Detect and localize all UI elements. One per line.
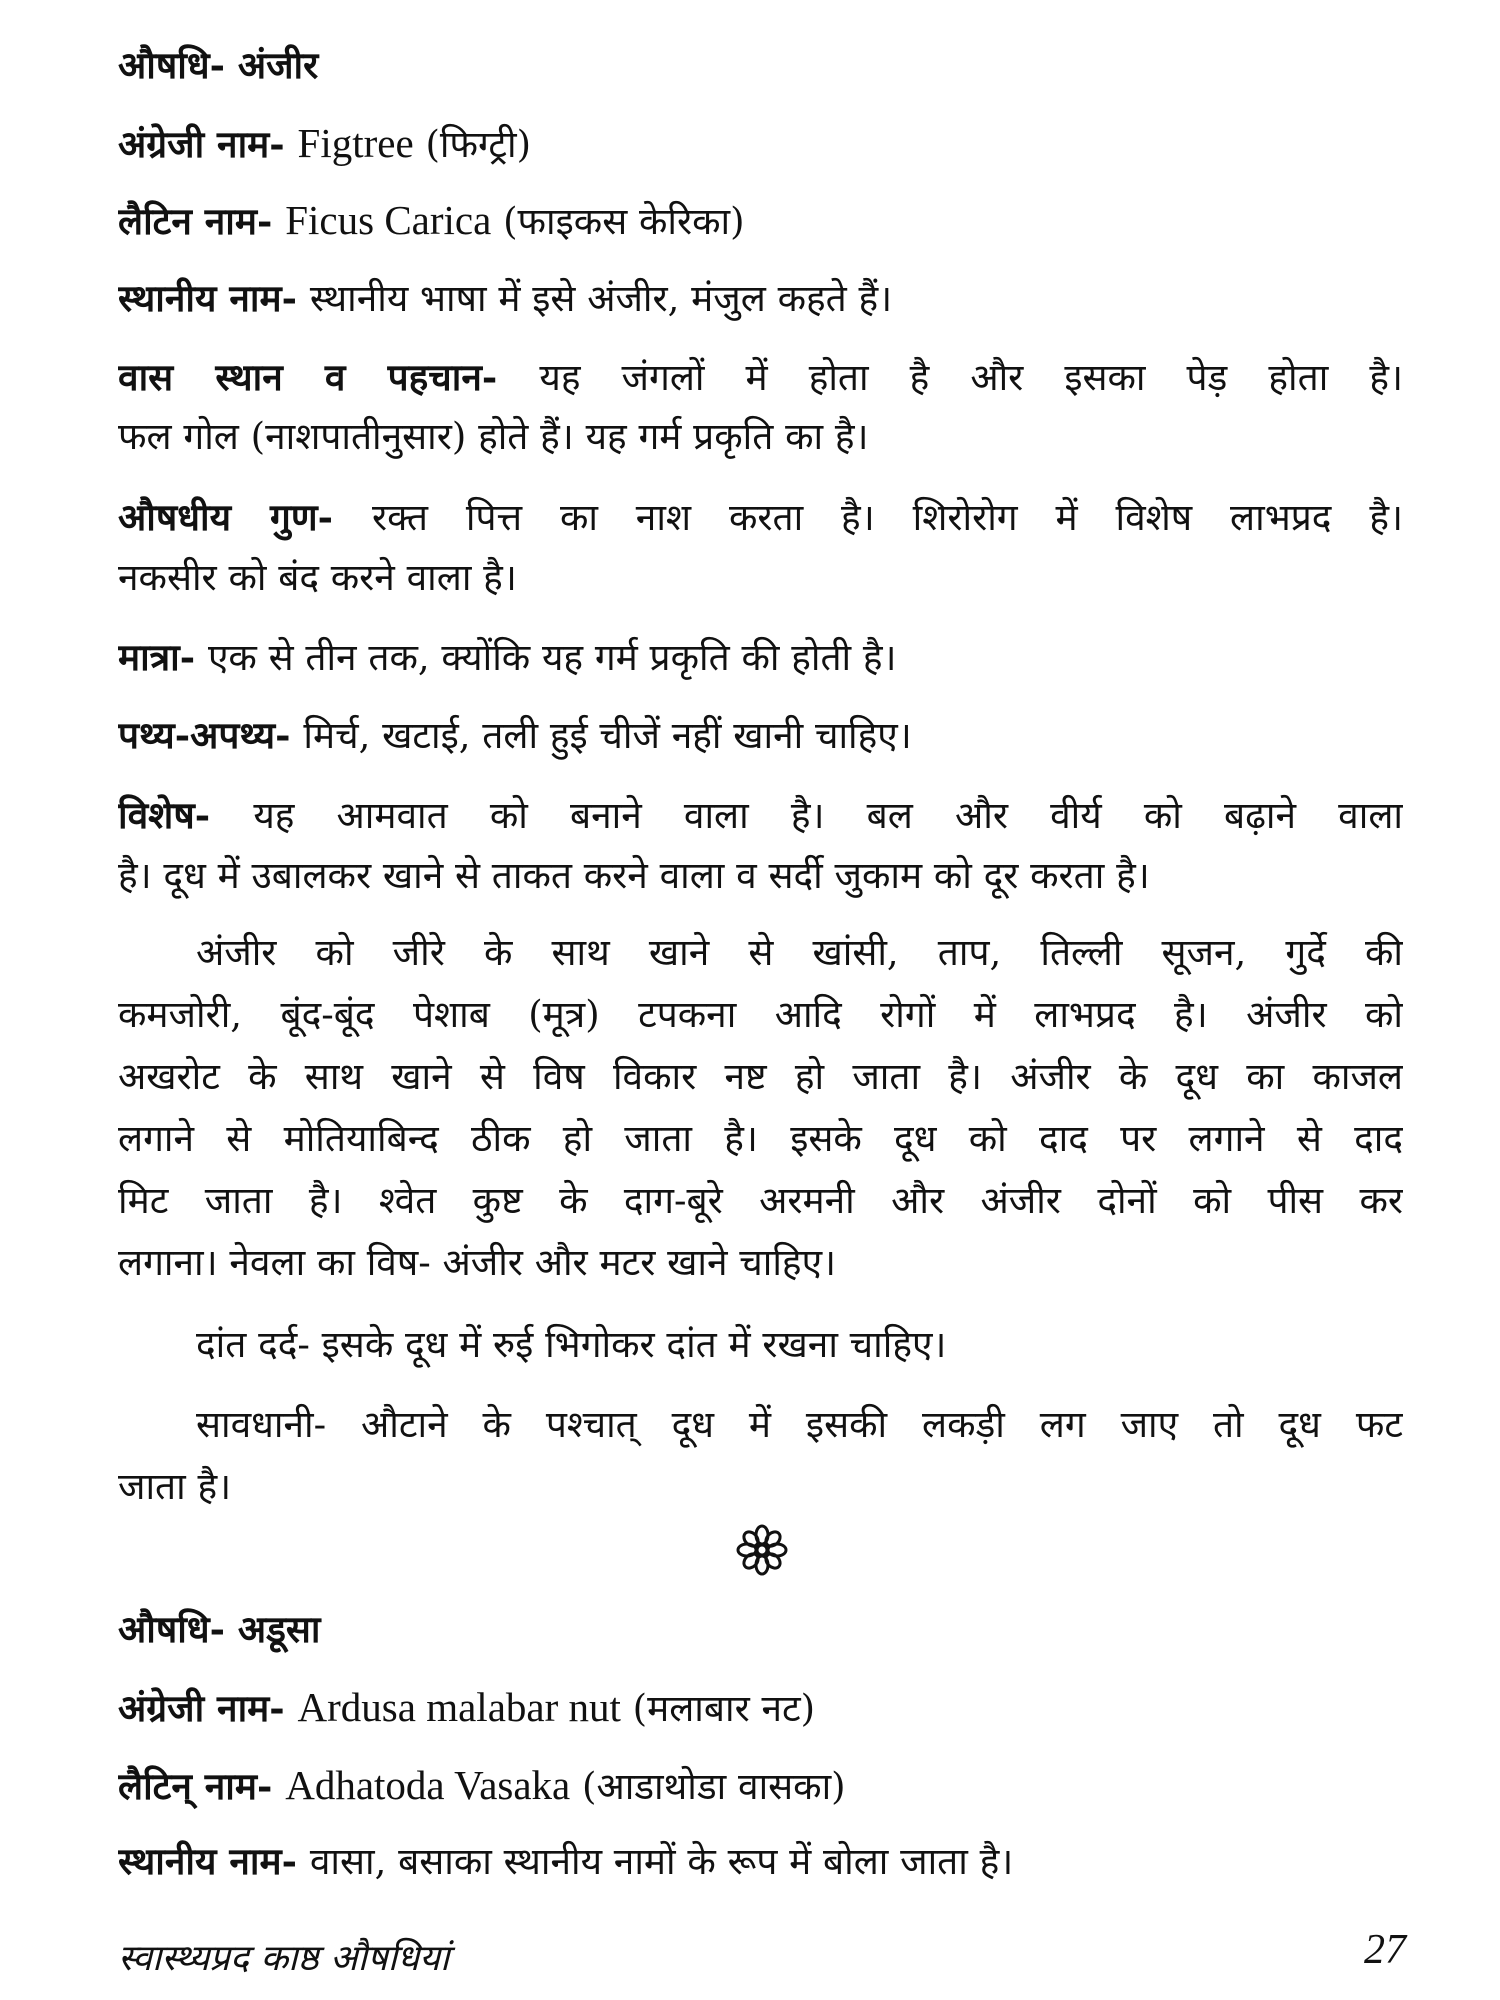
s1-habitat-line1 [118, 352, 1403, 403]
s2-local-text: वासा, बसाका स्थानीय नामों के रूप में बोला जाता है। [309, 1840, 1014, 1883]
s1-special-line1 [118, 790, 1403, 841]
s2-english-latin: Ardusa malabar nut [297, 1684, 621, 1730]
s1-dose [118, 632, 1403, 683]
s1-caution-line1: सावधानी- औटाने के पश्चात् दूध में इसकी लकड़ी लग जाए तो दूध फट [196, 1403, 1403, 1446]
s1-dose-text: एक से तीन तक, क्योंकि यह गर्म प्रकृति की होती है। [207, 636, 897, 679]
s1-heading-label: औषधि- [118, 43, 238, 87]
flower-ornament-icon [734, 1522, 790, 1578]
s1-diet-label: पथ्य-अपथ्य- [118, 713, 304, 757]
s1-para-line: मिट जाता है। श्वेत कुष्ट के दाग-बूरे अरमनी और अंजीर दोनों को पीस कर [118, 1179, 1403, 1222]
s1-habitat-line2: फल गोल (नाशपातीनुसार) होते हैं। यह गर्म प्रकृति का है। [118, 415, 869, 458]
s1-caution-line2: जाता है। [118, 1465, 232, 1508]
s1-english-name [118, 118, 1403, 170]
s1-special-line2: है। दूध में उबालकर खाने से ताकत करने वाला व सर्दी जुकाम को दूर करता है। [118, 854, 1150, 897]
s1-special-text1: यह आमवात को बनाने वाला है। बल और वीर्य को बढ़ाने वाला [253, 794, 1403, 837]
s2-english-name [118, 1682, 1403, 1734]
s1-para-line: लगाने से मोतियाबिन्द ठीक हो जाता है। इसके दूध को दाद पर लगाने से दाद [118, 1117, 1403, 1160]
s2-english-devanagari: (मलाबार नट) [620, 1687, 816, 1730]
s2-latin-label: लैटिन् नाम- [118, 1764, 286, 1808]
s1-properties-label: औषधीय गुण- [118, 495, 372, 539]
s2-heading-label: औषधि- [118, 1607, 238, 1651]
s2-english-label: अंग्रेजी नाम- [118, 1686, 298, 1730]
s1-properties-line1 [118, 492, 1403, 543]
s1-properties-text1: रक्त पित्त का नाश करता है। शिरोरोग में विशेष लाभप्रद है। [371, 496, 1403, 539]
s1-diet [118, 710, 1403, 761]
footer-page-number: 27 [1364, 1927, 1406, 1973]
s2-latin-name [118, 1760, 1403, 1812]
s1-english-latin: Figtree [297, 120, 414, 166]
s2-local-label: स्थानीय नाम- [118, 1839, 310, 1883]
s1-diet-text: मिर्च, खटाई, तली हुई चीजें नहीं खानी चाहिए। [303, 714, 912, 757]
s1-local-label: स्थानीय नाम- [118, 276, 310, 320]
s1-dose-label: मात्रा- [118, 635, 208, 679]
s1-latin-name [118, 195, 1403, 247]
s2-latin-latin: Adhatoda Vasaka [285, 1762, 571, 1808]
s1-heading-value: अंजीर [237, 43, 319, 87]
s2-heading-value: अडूसा [237, 1607, 321, 1651]
s2-latin-devanagari: (आडाथोडा वासका) [570, 1765, 846, 1808]
s1-local-text: स्थानीय भाषा में इसे अंजीर, मंजुल कहते हैं। [309, 277, 893, 320]
s1-para-line: कमजोरी, बूंद-बूंद पेशाब (मूत्र) टपकना आदि रोगों में लाभप्रद है। अंजीर को [118, 993, 1403, 1036]
s1-english-devanagari: (फिग्ट्री) [413, 123, 532, 166]
s1-local-name [118, 273, 1403, 324]
s1-para-line: अंजीर को जीरे के साथ खाने से खांसी, ताप, तिल्ली सूजन, गुर्दे की [196, 931, 1403, 974]
s1-latin-latin: Ficus Carica [285, 197, 492, 243]
s1-latin-label: लैटिन नाम- [118, 199, 286, 243]
s2-local-name [118, 1836, 1403, 1887]
s1-latin-devanagari: (फाइकस केरिका) [491, 200, 745, 243]
s1-habitat-label: वास स्थान व पहचान- [118, 355, 540, 399]
s1-english-label: अंग्रेजी नाम- [118, 122, 298, 166]
s1-toothache: दांत दर्द- इसके दूध में रुई भिगोकर दांत में रखना चाहिए। [196, 1323, 947, 1366]
s1-special-label: विशेष- [118, 793, 254, 837]
s1-habitat-text1: यह जंगलों में होता है और इसका पेड़ होता है। [539, 356, 1403, 399]
footer-book-title: स्वास्थ्यप्रद काष्ठ औषधियां [118, 1938, 450, 1979]
s1-properties-line2: नकसीर को बंद करने वाला है। [118, 556, 517, 599]
s1-heading [118, 40, 1403, 90]
s2-heading [118, 1604, 1403, 1654]
s1-para-line: लगाना। नेवला का विष- अंजीर और मटर खाने चाहिए। [118, 1241, 837, 1284]
s1-para-line: अखरोट के साथ खाने से विष विकार नष्ट हो जाता है। अंजीर के दूध का काजल [118, 1055, 1403, 1098]
